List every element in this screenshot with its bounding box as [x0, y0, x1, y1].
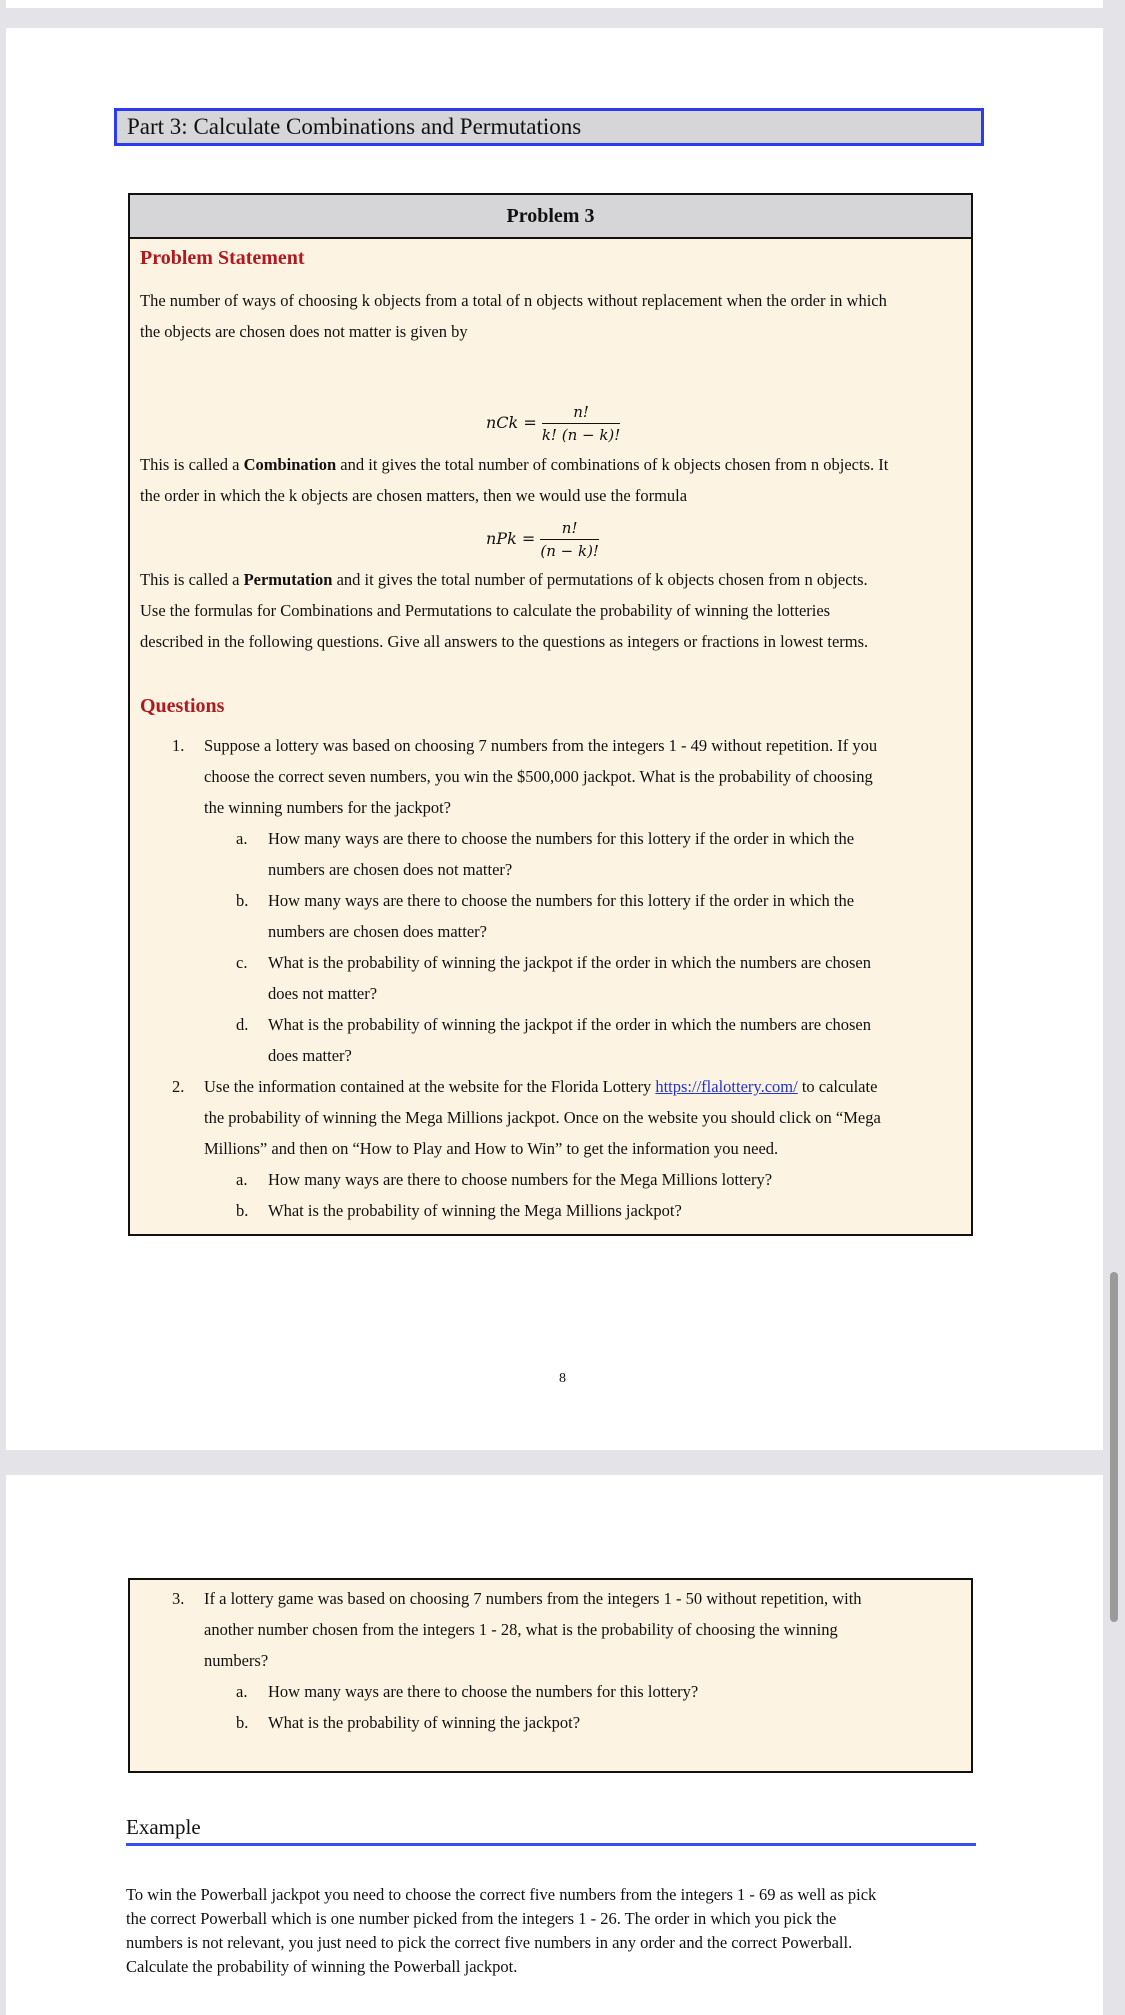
intro-line-1: The number of ways of choosing k objects from a total of n objects without replacement when the order in which [140, 291, 887, 310]
question-3b-line-1: What is the probability of winning the jackpot? [268, 1713, 581, 1732]
example-underline [126, 1843, 976, 1846]
intro-paragraph [140, 285, 963, 347]
question-1b-marker: b. [236, 891, 249, 910]
question-1a [236, 823, 855, 885]
permutation-formula-lhs: nPk = [486, 529, 536, 548]
question-2a-line-1: How many ways are there to choose numbers for the Mega Millions lottery? [268, 1170, 773, 1189]
question-3-marker: 3. [172, 1589, 185, 1608]
questions-heading: Questions [140, 695, 225, 717]
permutation-denominator: (n − k)! [540, 542, 599, 560]
question-1b [236, 885, 855, 947]
question-1d-marker: d. [236, 1015, 249, 1034]
part-title: Part 3: Calculate Combinations and Permutations [114, 108, 984, 146]
problem-box-continued [128, 1578, 973, 1773]
question-1 [172, 730, 878, 823]
perm-line-1-pre: This is called a [140, 570, 244, 589]
combination-fraction [542, 403, 620, 444]
example-line-1: To win the Powerball jackpot you need to choose the correct five numbers from the integers 1 - 69 as well as pick [126, 1885, 877, 1904]
question-1d-line-2: does matter? [268, 1046, 352, 1065]
question-1a-line-2: numbers are chosen does not matter? [268, 860, 513, 879]
question-2-line-3: Millions” and then on “How to Play and How to Win” to get the information you need. [204, 1139, 779, 1158]
question-1c-line-2: does not matter? [268, 984, 378, 1003]
question-1a-line-1: How many ways are there to choose the numbers for this lottery if the order in which the [268, 829, 855, 848]
combination-formula-lhs: nCk = [486, 413, 537, 432]
example-heading: Example [126, 1815, 201, 1839]
question-1-line-2: choose the correct seven numbers, you win the $500,000 jackpot. What is the probability of choosing [204, 767, 873, 786]
combination-denominator: k! (n − k)! [541, 426, 621, 444]
question-2-line-2: the probability of winning the Mega Millions jackpot. Once on the website you should click on “Mega [204, 1108, 881, 1127]
example-line-2: the correct Powerball which is one number picked from the integers 1 - 26. The order in which you pick the [126, 1909, 837, 1928]
perm-line-1-post: and it gives the total number of permutations of k objects chosen from n objects. [332, 570, 868, 589]
question-3-line-2: another number chosen from the integers 1 - 28, what is the probability of choosing the winning [204, 1620, 838, 1639]
problem-statement-heading: Problem Statement [140, 247, 305, 269]
question-2b-line-1: What is the probability of winning the Mega Millions jackpot? [268, 1201, 682, 1220]
question-1b-line-1: How many ways are there to choose the numbers for this lottery if the order in which the [268, 891, 855, 910]
question-1c-marker: c. [236, 953, 248, 972]
question-3b [236, 1707, 581, 1738]
question-1d-line-1: What is the probability of winning the jackpot if the order in which the numbers are chosen [268, 1015, 871, 1034]
perm-line-2: Use the formulas for Combinations and Permutations to calculate the probability of winning the lotteries [140, 601, 831, 620]
permutation-term: Permutation [243, 570, 333, 589]
example-paragraph [126, 1883, 976, 1979]
question-2b-marker: b. [236, 1201, 249, 1220]
question-1-line-1: Suppose a lottery was based on choosing 7 numbers from the integers 1 - 49 without repetition. If you [204, 736, 878, 755]
perm-line-3: described in the following questions. Give all answers to the questions as integers or fractions in lowest terms. [140, 632, 869, 651]
question-1a-marker: a. [236, 829, 248, 848]
flalottery-link[interactable]: https://flalottery.com/ [655, 1077, 798, 1096]
question-3b-marker: b. [236, 1713, 249, 1732]
question-3a-marker: a. [236, 1682, 248, 1701]
combo-line-1-post: and it gives the total number of combinations of k objects chosen from n objects. It [336, 455, 889, 474]
question-2a-marker: a. [236, 1170, 248, 1189]
problem-box [128, 193, 973, 1236]
combination-formula [486, 403, 620, 444]
question-3a [236, 1676, 699, 1707]
page-number: 8 [559, 1371, 566, 1386]
question-3a-line-1: How many ways are there to choose the numbers for this lottery? [268, 1682, 699, 1701]
question-3-line-1: If a lottery game was based on choosing 7 numbers from the integers 1 - 50 without repetition, with [204, 1589, 862, 1608]
question-2b [236, 1195, 682, 1226]
question-2-line-1-pre: Use the information contained at the website for the Florida Lottery [204, 1077, 656, 1096]
permutation-formula [486, 519, 599, 560]
permutation-numerator: n! [540, 519, 599, 540]
question-3 [172, 1583, 862, 1676]
permutation-paragraph [140, 564, 963, 657]
combo-line-1-pre: This is called a [140, 455, 244, 474]
combination-term: Combination [243, 455, 337, 474]
combination-numerator: n! [542, 403, 620, 424]
vertical-scrollbar[interactable] [1110, 1272, 1118, 1622]
question-1-line-3: the winning numbers for the jackpot? [204, 798, 451, 817]
example-line-3: numbers is not relevant, you just need to pick the correct five numbers in any order and the correct Powerball. [126, 1933, 853, 1952]
question-1c [236, 947, 871, 1009]
question-2 [172, 1071, 881, 1164]
question-3-line-3: numbers? [204, 1651, 269, 1670]
combination-paragraph [140, 449, 963, 511]
permutation-fraction [540, 519, 599, 560]
question-1-marker: 1. [172, 736, 185, 755]
intro-line-2: the objects are chosen does not matter is given by [140, 322, 468, 341]
question-2a [236, 1164, 773, 1195]
question-2-line-1-post: to calculate [797, 1077, 878, 1096]
question-2-marker: 2. [172, 1077, 185, 1096]
combo-line-2: the order in which the k objects are chosen matters, then we would use the formula [140, 486, 688, 505]
problem-header: Problem 3 [130, 195, 971, 239]
question-1d [236, 1009, 871, 1071]
question-1b-line-2: numbers are chosen does matter? [268, 922, 487, 941]
previous-page-edge [6, 0, 1103, 8]
example-line-4: Calculate the probability of winning the Powerball jackpot. [126, 1957, 518, 1976]
question-1c-line-1: What is the probability of winning the jackpot if the order in which the numbers are chosen [268, 953, 871, 972]
